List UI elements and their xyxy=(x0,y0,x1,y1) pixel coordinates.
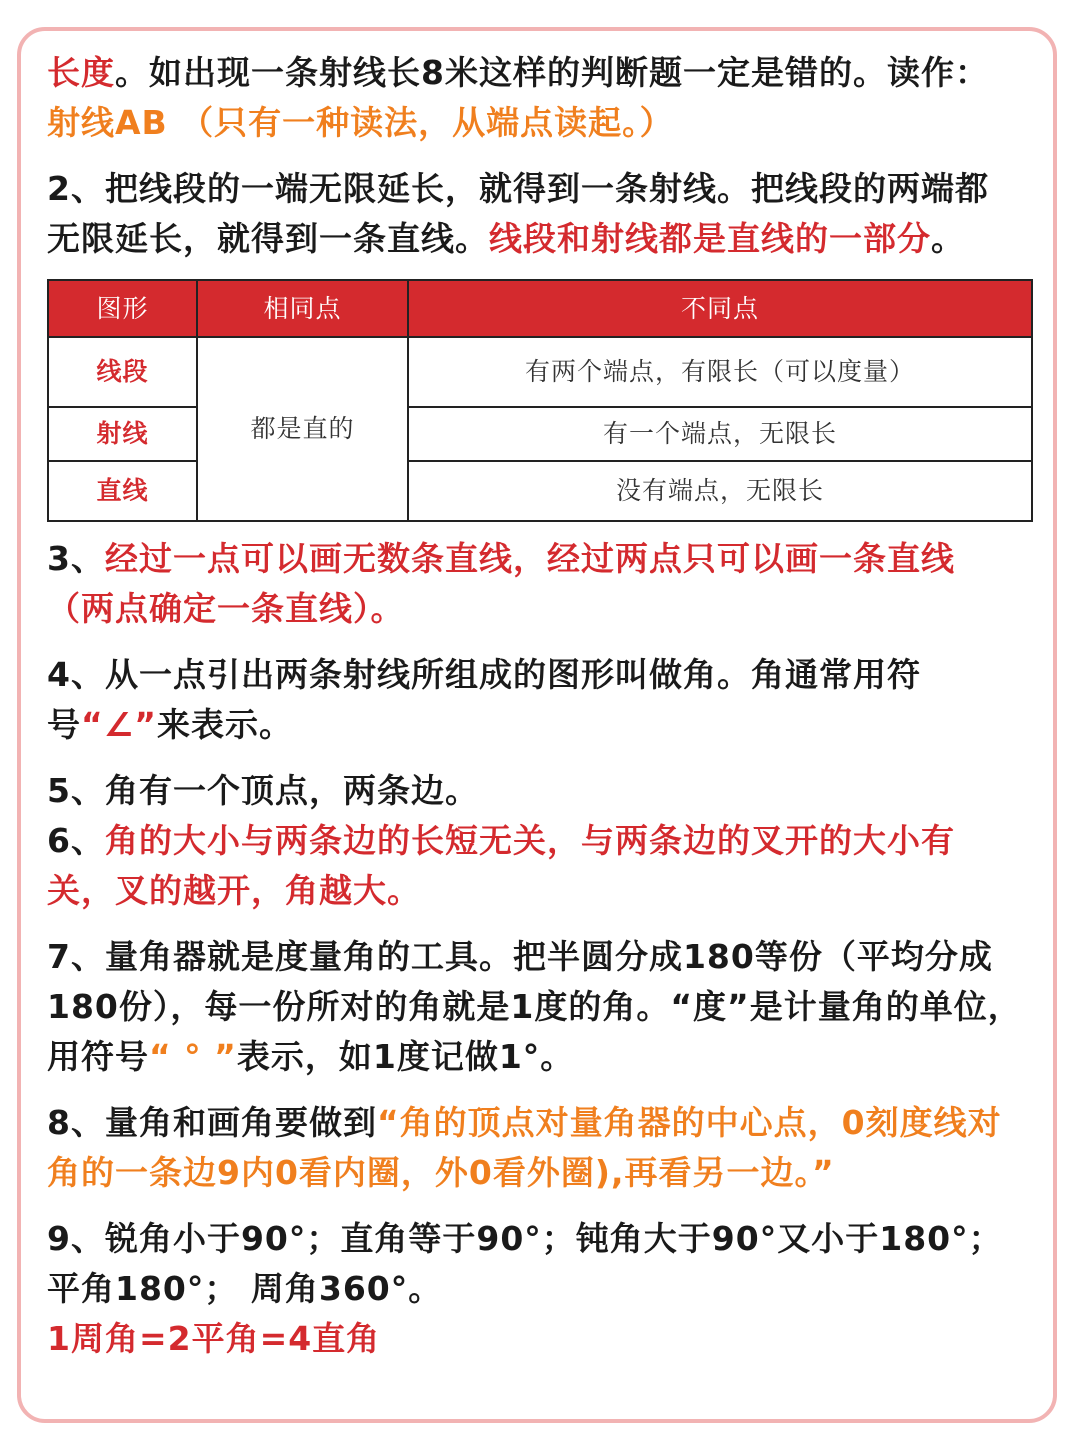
text-extend-lines: 2、把线段的一端无限延长，就得到一条射线。把线段的两端都无限延长，就得到一条直线。 xyxy=(47,169,989,258)
text-number: 3、 xyxy=(47,539,105,578)
table-row xyxy=(48,407,1032,461)
table-header: 不同点 xyxy=(408,280,1032,337)
paragraph-lines xyxy=(47,164,1022,264)
text-measure-rule: “角的顶点对量角器的中心点，0刻度线对角的一条边9内0看内圈，外0看外圈),再看另一边。” xyxy=(47,1103,1002,1192)
text-ray-judgement: 。如出现一条射线长8米这样的判断题一定是错的。读作： xyxy=(115,53,989,92)
text-angle-size: 角的大小与两条边的长短无关，与两条边的叉开的大小有关，叉的越开，角越大。 xyxy=(47,821,955,910)
table-cell-shape: 射线 xyxy=(48,407,197,461)
table-row xyxy=(48,461,1032,521)
table-row xyxy=(48,337,1032,407)
angle-symbol: “∠” xyxy=(81,705,157,744)
text-to-represent: 来表示。 xyxy=(156,705,293,744)
text-number: 6、 xyxy=(47,821,105,860)
table-cell-common: 都是直的 xyxy=(197,337,408,521)
paragraph-ray-reading xyxy=(47,48,1022,148)
text-parts-of-line: 线段和射线都是直线的一部分 xyxy=(489,219,931,258)
text-vertex-sides: 5、角有一个顶点，两条边。 xyxy=(47,771,479,810)
text-angle-def: 4、从一点引出两条射线所组成的图形叫做角。角通常用符号 xyxy=(47,655,921,744)
text-angle-types: 9、锐角小于90°；直角等于90°；钝角大于90°又小于180°；平角180°； 周角360°。 xyxy=(47,1219,1003,1308)
paragraph-3 xyxy=(47,534,1022,634)
table-header-row xyxy=(48,280,1032,337)
table-header: 相同点 xyxy=(197,280,408,337)
paragraph-8 xyxy=(47,1098,1022,1198)
notes-content xyxy=(47,48,1022,1364)
degree-symbol: “ ° ” xyxy=(149,1037,237,1076)
comparison-table xyxy=(47,279,1033,522)
text-period: 。 xyxy=(931,219,965,258)
text-ray-ab: 射线AB （只有一种读法，从端点读起。） xyxy=(47,103,674,142)
paragraph-7 xyxy=(47,932,1022,1082)
paragraph-4 xyxy=(47,650,1022,750)
paragraph-9 xyxy=(47,1214,1022,1314)
table-cell-shape: 直线 xyxy=(48,461,197,521)
table-cell-shape: 线段 xyxy=(48,337,197,407)
table-header: 图形 xyxy=(48,280,197,337)
keyword-length: 长度 xyxy=(47,53,115,92)
text-protractor: 7、量角器就是度量角的工具。把半圆分成180等份（平均分成180份），每一份所对的角就是1度的角。“度”是计量角的单位，用符号 xyxy=(47,937,1022,1076)
text-angle-relation: 1周角=2平角=4直角 xyxy=(47,1319,381,1358)
text-measure-draw: 8、量角和画角要做到 xyxy=(47,1103,377,1142)
table-cell-diff: 有一个端点，无限长 xyxy=(408,407,1032,461)
paragraph-6 xyxy=(47,816,1022,916)
paragraph-5 xyxy=(47,766,1022,816)
text-degree-example: 表示，如1度记做1°。 xyxy=(236,1037,575,1076)
table-cell-diff: 有两个端点，有限长（可以度量） xyxy=(408,337,1032,407)
text-two-points: 经过一点可以画无数条直线，经过两点只可以画一条直线（两点确定一条直线）。 xyxy=(47,539,955,628)
table-cell-diff: 没有端点，无限长 xyxy=(408,461,1032,521)
